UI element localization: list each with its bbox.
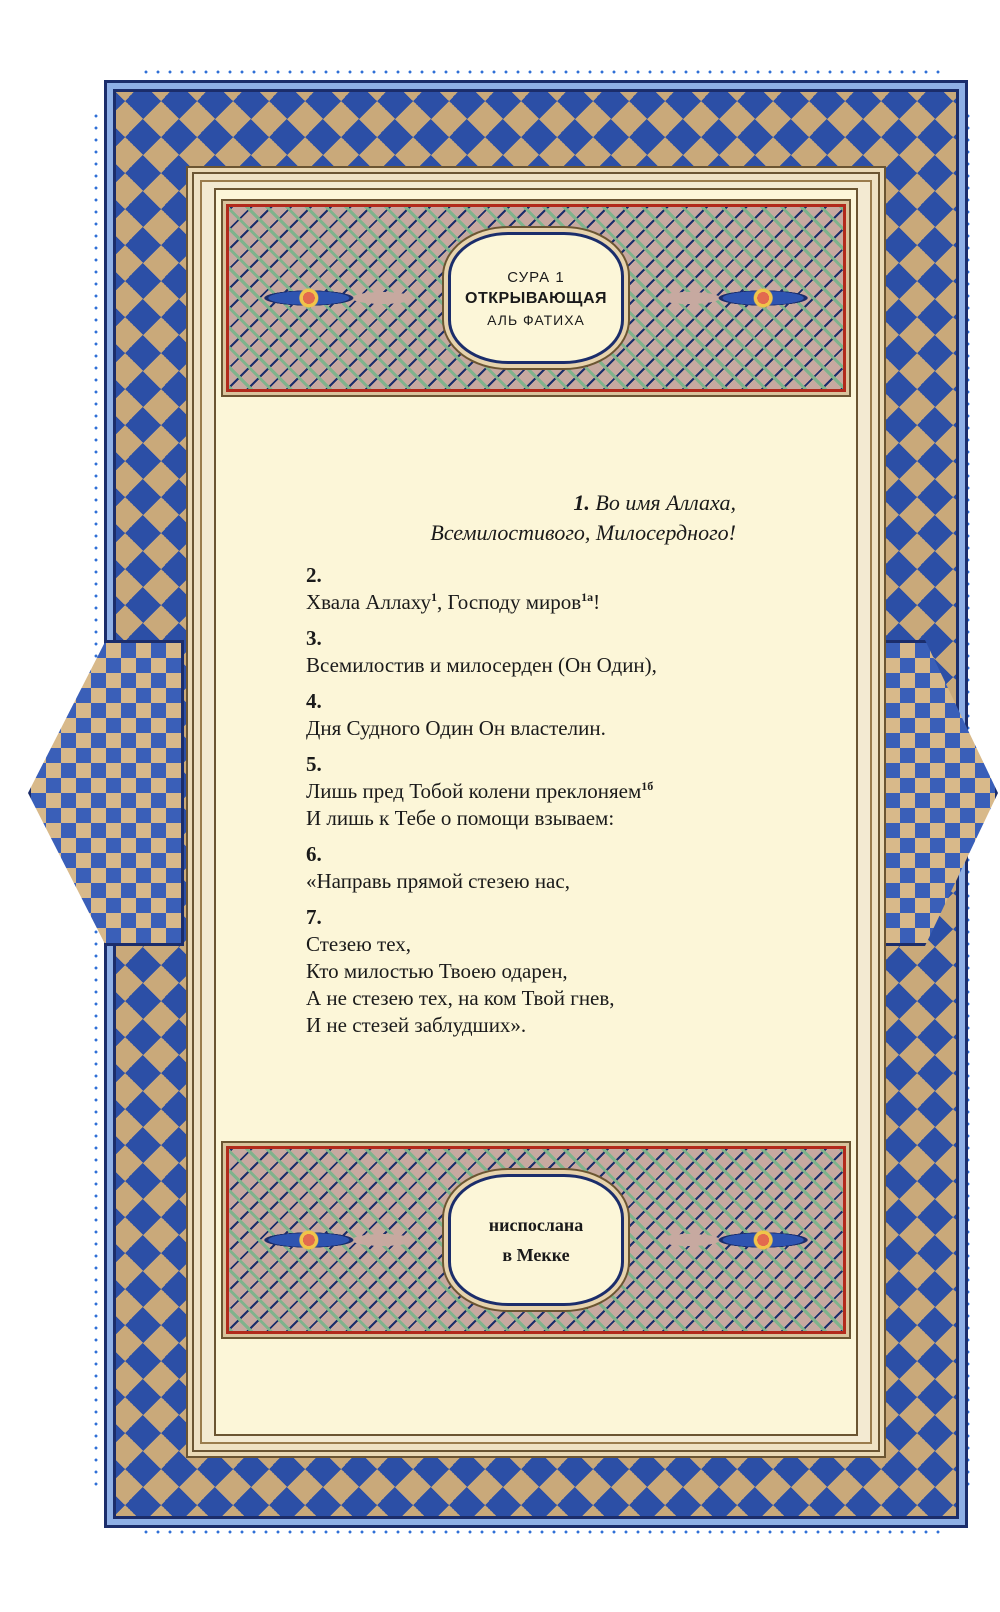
verse-number: 2. xyxy=(306,563,322,587)
dotted-border-top xyxy=(140,70,940,74)
left-medallion-ornament xyxy=(28,640,184,946)
headpiece-panel xyxy=(226,204,846,392)
verse-text: Всемилостивого, Милосердного! xyxy=(430,520,736,545)
verse-number: 4. xyxy=(306,689,322,713)
revelation-label: ниспослана xyxy=(488,1215,584,1235)
verse-4 xyxy=(306,688,826,742)
footnote-marker[interactable]: 1б xyxy=(641,779,654,793)
right-medallion-ornament xyxy=(852,640,998,946)
footnote-marker[interactable]: 1а xyxy=(581,590,594,604)
verse-text: Дня Судного Один Он властелин. xyxy=(306,716,606,740)
verse-text: Стезею тех, xyxy=(306,932,412,956)
verse-1 xyxy=(306,488,826,548)
sura-title: ОТКРЫВАЮЩАЯ xyxy=(465,289,607,307)
footnote-marker[interactable]: 1 xyxy=(431,590,438,604)
verses-block xyxy=(306,488,826,1048)
verse-2 xyxy=(306,562,826,616)
verse-text: «Направь прямой стезею нас, xyxy=(306,869,570,893)
verse-7 xyxy=(306,904,826,1039)
verse-text: Всемилостив и милосерден (Он Один), xyxy=(306,653,657,677)
verse-text: А не стезею тех, на ком Твой гнев, xyxy=(306,986,615,1010)
revelation-cartouche xyxy=(448,1174,624,1306)
verse-number: 7. xyxy=(306,905,322,929)
verse-number: 6. xyxy=(306,842,322,866)
verse-text: , Господу миров xyxy=(437,590,582,614)
verse-text: И лишь к Тебе о помощи взываем: xyxy=(306,806,615,830)
verse-text: ! xyxy=(593,590,601,614)
verse-text: Лишь пред Тобой колени преклоняем xyxy=(306,779,642,803)
verse-3 xyxy=(306,625,826,679)
verse-number: 5. xyxy=(306,752,322,776)
verse-text: Кто милостью Твоею одарен, xyxy=(306,959,568,983)
dotted-border-bottom xyxy=(140,1530,940,1534)
title-cartouche xyxy=(448,232,624,364)
verse-text: И не стезей заблудших». xyxy=(306,1013,527,1037)
sura-transliteration: АЛЬ ФАТИХА xyxy=(487,311,585,328)
verse-text: Во имя Аллаха, xyxy=(589,490,736,515)
revelation-place: в Мекке xyxy=(502,1245,570,1265)
verse-number: 1. xyxy=(573,490,590,515)
sura-number: СУРА 1 xyxy=(507,268,565,286)
verse-5 xyxy=(306,751,826,832)
verse-number: 3. xyxy=(306,626,322,650)
verse-text: Хвала Аллаху xyxy=(306,590,432,614)
verse-6 xyxy=(306,841,826,895)
tailpiece-panel xyxy=(226,1146,846,1334)
